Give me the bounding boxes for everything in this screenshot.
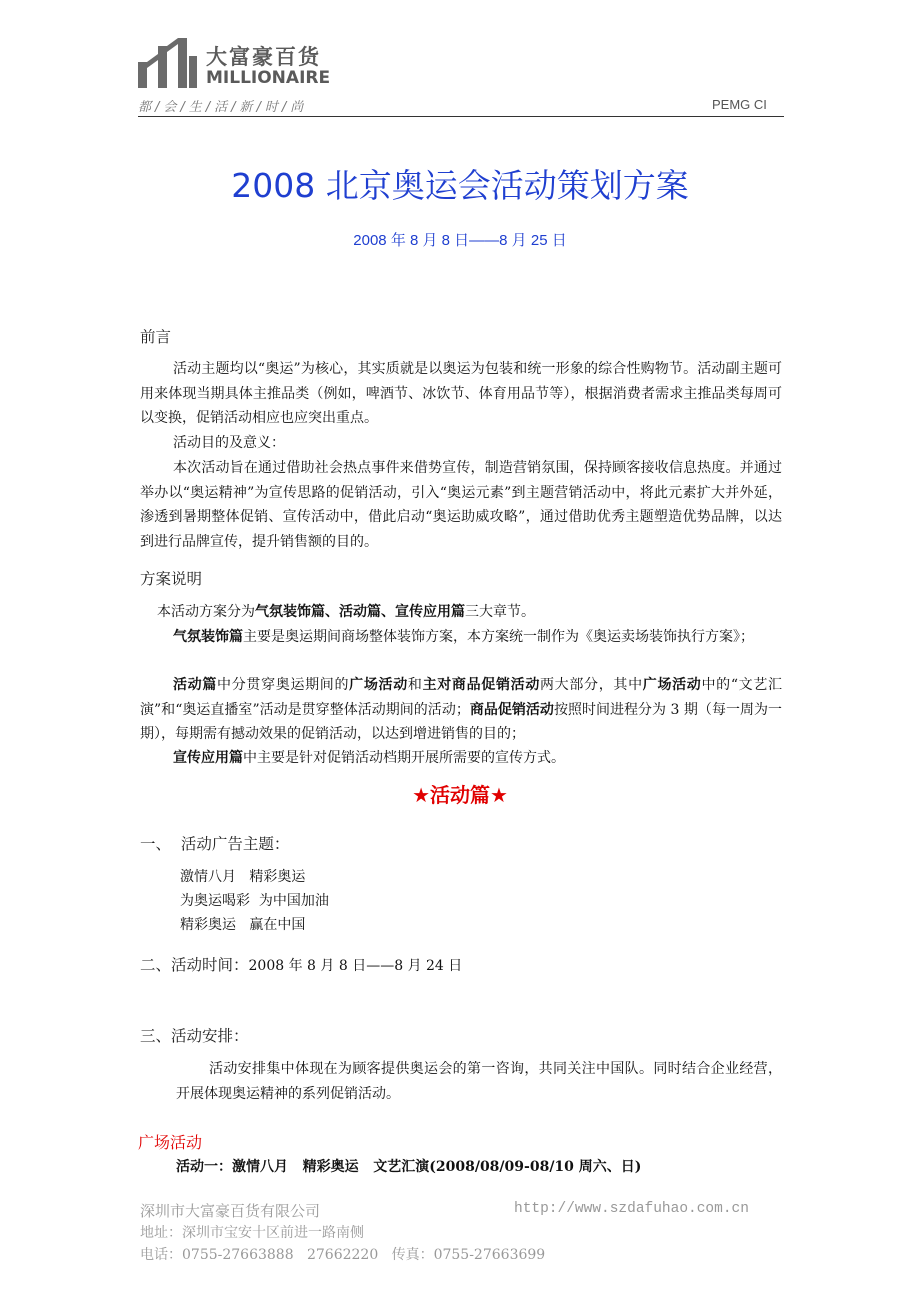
brand-name-chinese: 大富豪百货 bbox=[206, 45, 321, 69]
plan-line-3: 活动篇中分贯穿奥运期间的广场活动和主对商品促销活动两大部分，其中广场活动中的“文艺汇演”和“奥运直播室”活动是贯穿整体活动期间的活动；商品促销活动按照时间进程分为 3 期（每一周为一期），每期需有撼动效果的促销活动，以达到增进销售的目的； bbox=[140, 677, 783, 742]
header-divider bbox=[138, 116, 784, 117]
document-title: 2008 北京奥运会活动策划方案 bbox=[231, 166, 689, 205]
plan-line-4: 宣传应用篇中主要是针对促销活动档期开展所需要的宣传方式。 bbox=[173, 750, 565, 766]
preface-purpose-label: 活动目的及意义： bbox=[173, 435, 285, 451]
ad-theme-heading: 一、 活动广告主题： bbox=[140, 835, 290, 853]
ad-theme-item: 为奥运喝彩 为中国加油 bbox=[180, 893, 329, 909]
activity-arrangement-paragraph: 活动安排集中体现在为顾客提供奥运会的第一咨询，共同关注中国队。同时结合企业经营，开展体现奥运精神的系列促销活动。 bbox=[176, 1061, 782, 1102]
activity-time-heading: 二、活动时间： bbox=[140, 956, 249, 974]
footer-address: 地址：深圳市宝安十区前进一路南侧 bbox=[140, 1225, 364, 1241]
ad-theme-item: 激情八月 精彩奥运 bbox=[180, 869, 306, 885]
plaza-activity-heading: 广场活动 bbox=[138, 1133, 203, 1152]
brand-name-english: MILLIONAIRE bbox=[206, 68, 331, 88]
activity-time-line bbox=[140, 953, 462, 975]
plan-line-2: 气氛装饰篇主要是奥运期间商场整体装饰方案，本方案统一制作为《奥运卖场装饰执行方案》； bbox=[173, 629, 754, 645]
footer-company: 深圳市大富豪百货有限公司 bbox=[140, 1202, 321, 1220]
corner-code: PEMG CI bbox=[712, 97, 767, 112]
footer-url: http://www.szdafuhao.com.cn bbox=[514, 1201, 749, 1217]
ad-theme-item: 精彩奥运 赢在中国 bbox=[180, 917, 306, 933]
preface-paragraph-1: 活动主题均以“奥运”为核心，其实质就是以奥运为包装和统一形象的综合性购物节。活动副主题可用来体现当期具体主推品类（例如，啤酒节、冰饮节、体育用品节等），根据消费者需求主推品类每周可以变换，促销活动相应也应突出重点。 bbox=[140, 361, 782, 426]
activity-arrangement-heading: 三、活动安排： bbox=[140, 1027, 249, 1045]
brand-slogan: 都/会/生/活/新/时/尚 bbox=[138, 100, 308, 115]
plan-heading: 方案说明 bbox=[140, 570, 203, 588]
footer-contact: 电话：0755-27663888 27662220 传真：0755-27663699 bbox=[140, 1247, 546, 1263]
millionaire-logo-mark bbox=[138, 36, 198, 88]
activity-time-value: 2008 年 8 月 8 日——8 月 24 日 bbox=[248, 958, 463, 974]
activity-section-title: ★活动篇★ bbox=[412, 783, 508, 807]
preface-heading: 前言 bbox=[140, 328, 172, 346]
plan-line-1: 本活动方案分为气氛装饰篇、活动篇、宣传应用篇三大章节。 bbox=[157, 604, 535, 620]
document-date-range: 2008 年 8 月 8 日——8 月 25 日 bbox=[353, 232, 567, 249]
plaza-activity-1: 活动一：激情八月 精彩奥运 文艺汇演(2008/08/09-08/10 周六、日) bbox=[176, 1159, 642, 1175]
preface-paragraph-2: 本次活动旨在通过借助社会热点事件来借势宣传，制造营销氛围，保持顾客接收信息热度。并通过举办以“奥运精神”为宣传思路的促销活动，引入“奥运元素”到主题营销活动中，将此元素扩大并外延，渗透到暑期整体促销、宣传活动中，借此启动“奥运助威攻略”，通过借助优秀主题塑造优势品牌，以达到进行品牌宣传，提升销售额的目的。 bbox=[140, 460, 782, 550]
